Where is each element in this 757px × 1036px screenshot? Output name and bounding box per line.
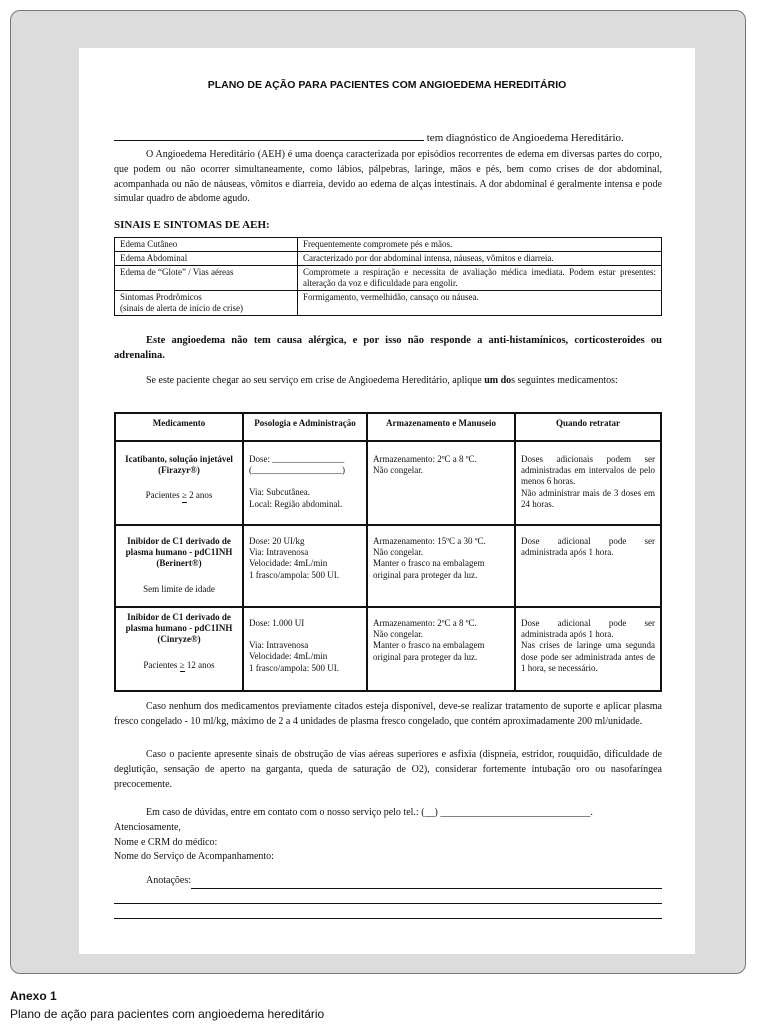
retreat-text: Dose adicional pode ser administrada após 1 hora. — [521, 536, 655, 558]
sign-desc: Compromete a respiração e necessita de avaliação médica imediata. Podem estar presentes: alteração da voz e dificuldade para engolir. — [298, 266, 662, 291]
diagnosis-line — [114, 128, 662, 144]
allergy-warning: Este angioedema não tem causa alérgica, e por isso não responde a anti-histamínicos, corticosteroides ou adrenalina. — [114, 335, 662, 361]
medication-row — [115, 441, 661, 525]
service-field[interactable]: Nome do Serviço de Acompanhamento: — [114, 851, 274, 863]
col-retreat: Quando retratar — [515, 413, 661, 441]
sign-desc: Formigamento, vermelhidão, cansaço ou náusea. — [298, 291, 662, 316]
diagnosis-text: tem diagnóstico de Angioedema Hereditário. — [426, 132, 624, 144]
signs-row — [115, 238, 662, 252]
storage-line: Não congelar. — [373, 629, 423, 640]
document-frame — [10, 10, 746, 974]
doctor-field[interactable]: Nome e CRM do médico: — [114, 836, 218, 848]
medication-row — [115, 525, 661, 607]
posology-line: Velocidade: 4mL/min — [249, 651, 328, 662]
no-medication-paragraph: Caso nenhum dos medicamentos previamente citados esteja disponível, deve-se realizar tratamento de suporte e aplicar plasma fresco congelado - 10 ml/kg, máximo de 2 a 4 unidades de plasma fresco congelado, que contém aproximadamente 200 ml/unidade. — [114, 701, 662, 727]
patient-name-blank — [114, 128, 424, 141]
notes-line[interactable] — [114, 889, 662, 904]
posology-line: 1 frasco/ampola: 500 UI. — [249, 569, 339, 580]
apply-text-pre: Se este paciente chegar ao seu serviço em crise de Angioedema Hereditário, aplique — [146, 375, 485, 386]
posology-line: Via: Intravenosa — [249, 640, 309, 651]
posology-line: Via: Intravenosa — [249, 547, 309, 558]
posology-line: Via: Subcutânea. — [249, 487, 310, 498]
medications-table-wrap — [114, 412, 662, 692]
storage-cell — [367, 441, 515, 525]
dose-field: Dose: 1.000 UI — [249, 618, 305, 628]
medication-patients: Sem limite de idade — [143, 583, 215, 594]
notes-line[interactable] — [191, 877, 662, 889]
medication-cell — [115, 607, 243, 691]
figure-caption: Plano de ação para pacientes com angioedema hereditário — [10, 1007, 325, 1021]
dose-paren-field[interactable]: (____________________) — [249, 465, 345, 476]
sign-desc: Caracterizado por dor abdominal intensa, náuseas, vômitos e diarreia. — [298, 252, 662, 266]
retreat-text: Nas crises de laringe uma segunda dose pode ser administrada antes de 1 hora, se necessário. — [521, 640, 655, 673]
medication-cell — [115, 441, 243, 525]
storage-line: Não congelar. — [373, 547, 423, 558]
medication-name: Inibidor de C1 derivado de plasma humano - pdC1INH (Berinert®) — [125, 536, 233, 569]
dose-field[interactable]: Dose: ________________ — [249, 454, 345, 464]
retreat-text: Não administrar mais de 3 doses em 24 horas. — [521, 487, 655, 509]
medication-patients: Pacientes ≥ 12 anos — [121, 660, 237, 672]
sign-name: Edema de “Glote” / Vias aéreas — [115, 266, 298, 291]
notes-block — [114, 874, 662, 919]
signs-row — [115, 266, 662, 291]
medications-table — [114, 412, 662, 692]
signs-table — [114, 237, 662, 316]
signs-row — [115, 252, 662, 266]
apply-paragraph — [114, 374, 662, 389]
sign-name-note: (sinais de alerta de início de crise) — [120, 303, 243, 313]
airway-paragraph: Caso o paciente apresente sinais de obstrução de vias aéreas superiores e asfixia (dispneia, estridor, rouquidão, dificuldade de deglutição, sensação de aperto na garganta, queda de saturação de O2), considerar fortemente intubação oro ou nasofaríngea precocemente. — [114, 749, 662, 790]
contact-block — [114, 806, 662, 865]
posology-cell — [243, 441, 367, 525]
notes-line[interactable] — [114, 904, 662, 919]
retreat-cell — [515, 525, 661, 607]
notes-label: Anotações: — [146, 875, 191, 886]
medication-cell — [115, 525, 243, 607]
sign-desc: Frequentemente compromete pés e mãos. — [298, 238, 662, 252]
sign-name-cell — [115, 291, 298, 316]
document-page — [79, 48, 695, 954]
storage-line: Armazenamento: 2ºC a 8 ºC. — [373, 618, 477, 628]
storage-cell — [367, 607, 515, 691]
contact-line[interactable]: Em caso de dúvidas, entre em contato com o nosso serviço pelo tel.: (__) ______________________________. — [146, 807, 593, 818]
storage-line: Armazenamento: 2ºC a 8 ºC. — [373, 454, 477, 464]
posology-line: Dose: 20 UI/kg — [249, 536, 305, 546]
storage-cell — [367, 525, 515, 607]
medication-name: Icatibanto, solução injetável (Firazyr®) — [125, 454, 233, 476]
storage-line: Não congelar. — [373, 465, 423, 476]
medications-header-row — [115, 413, 661, 441]
medication-name: Inibidor de C1 derivado de plasma humano - pdC1INH (Cinryze®) — [125, 612, 233, 645]
retreat-cell — [515, 441, 661, 525]
figure-label: Anexo 1 — [10, 989, 57, 1003]
col-posology: Posologia e Administração — [243, 413, 367, 441]
retreat-text: Dose adicional pode ser administrada após 1 hora. — [521, 618, 655, 640]
apply-text-bold: um do — [484, 375, 512, 386]
posology-cell — [243, 525, 367, 607]
retreat-text: Doses adicionais podem ser administradas em intervalos de pelo menos 6 horas. — [521, 454, 655, 487]
intro-paragraph: O Angioedema Hereditário (AEH) é uma doença caracterizada por episódios recorrentes de edema em diversas partes do corpo, que podem ou não ocorrer simultaneamente, como lábios, pálpebras, laringe, mãos e pés, bem como crises de dor abdominal, acompanhada ou não de náuseas, vômitos e diarreia, devido ao edema de alças intestinais. A dor abdominal é geralmente intensa e pode simular quadro de abdome agudo. — [114, 149, 662, 205]
retreat-cell — [515, 607, 661, 691]
posology-cell — [243, 607, 367, 691]
storage-line: Manter o frasco na embalagem original para proteger da luz. — [373, 558, 485, 580]
notes-first-line — [114, 874, 662, 889]
medication-row — [115, 607, 661, 691]
col-medication: Medicamento — [115, 413, 243, 441]
medication-patients: Pacientes ≥ 2 anos — [121, 490, 237, 502]
storage-line: Armazenamento: 15ºC a 30 ºC. — [373, 536, 486, 546]
posology-line: Local: Região abdominal. — [249, 498, 343, 509]
sign-name: Edema Abdominal — [115, 252, 298, 266]
storage-line: Manter o frasco na embalagem original para proteger da luz. — [373, 640, 485, 662]
sign-name: Edema Cutâneo — [115, 238, 298, 252]
apply-text-post: s seguintes medicamentos: — [511, 375, 618, 386]
document-title: PLANO DE AÇÃO PARA PACIENTES COM ANGIOEDEMA HEREDITÁRIO — [207, 79, 567, 91]
posology-line: Velocidade: 4mL/min — [249, 558, 328, 569]
signs-row — [115, 291, 662, 316]
col-storage: Armazenamento e Manuseio — [367, 413, 515, 441]
signs-heading: SINAIS E SINTOMAS DE AEH: — [114, 219, 270, 231]
posology-line: 1 frasco/ampola: 500 UI. — [249, 662, 339, 673]
signs-table-wrap — [114, 237, 662, 316]
regards-line: Atenciosamente, — [114, 821, 181, 833]
sign-name: Sintomas Prodrômicos — [120, 292, 202, 302]
